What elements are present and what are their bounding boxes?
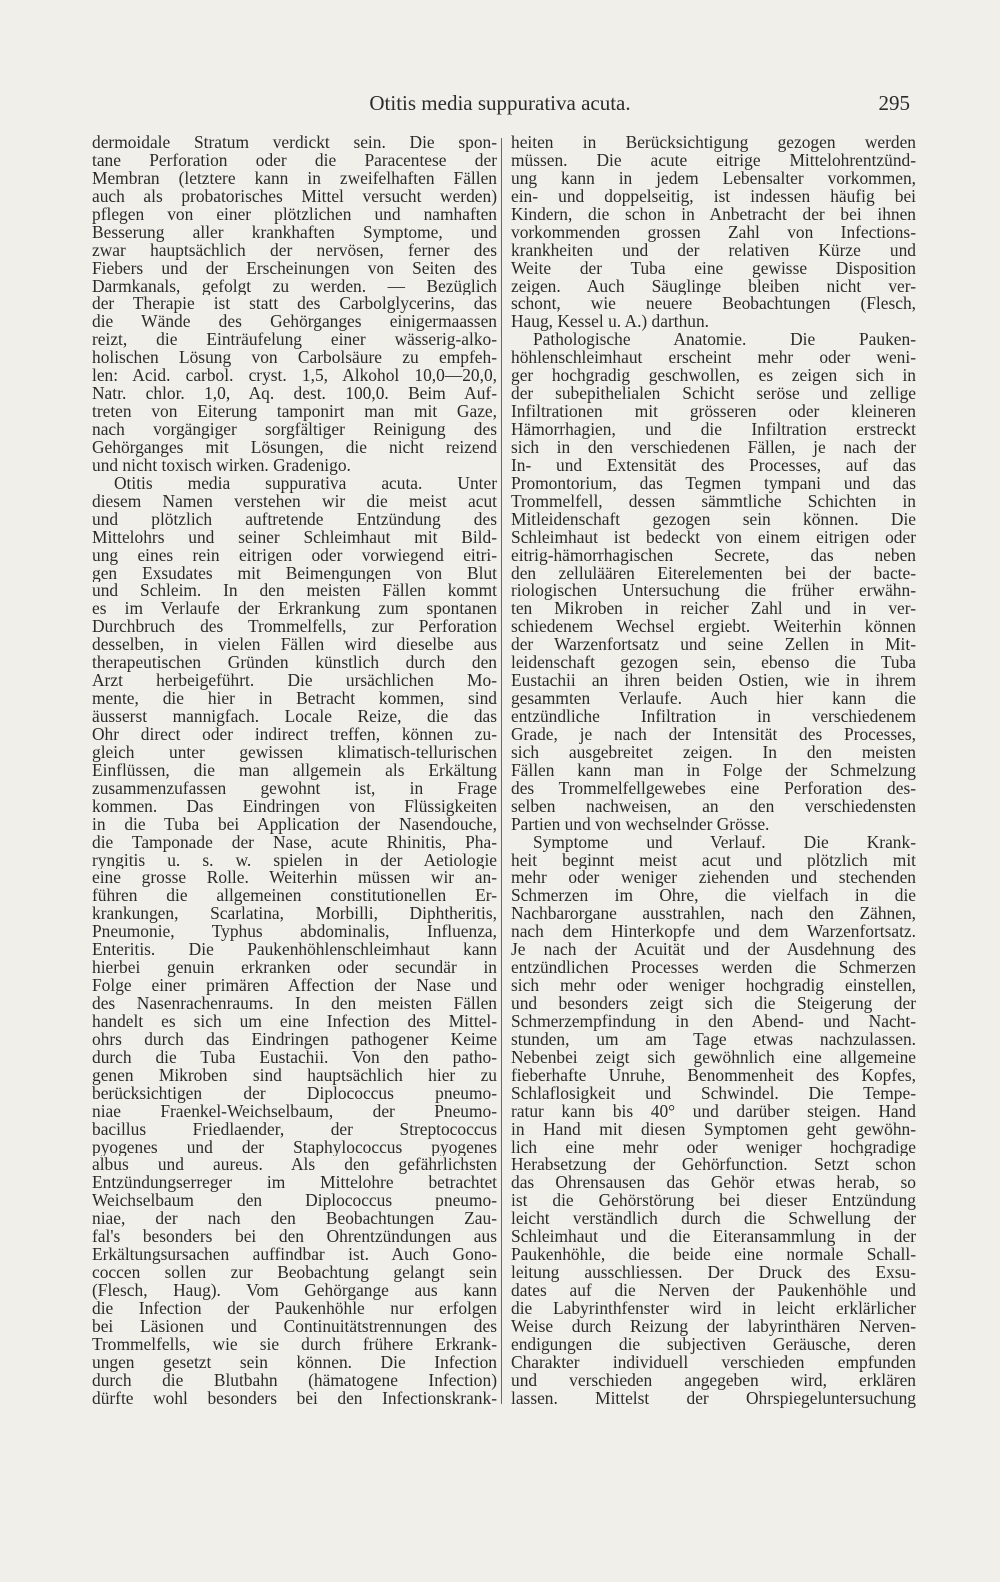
text-line: die Labyrinthfenster wird in leicht erklärlicher [511, 1299, 916, 1318]
text-line: Einflüssen, die man allgemein als Erkältung [92, 761, 497, 780]
text-line: Charakter individuell verschieden empfunden [511, 1353, 916, 1372]
text-line: Membran (letztere kann in zweifelhaften Fällen [92, 169, 497, 188]
text-line: zusammenzufassen gewohnt ist, in Frage [92, 779, 497, 798]
text-line: ein- und doppelseitig, ist indessen häufig bei [511, 187, 916, 206]
text-line: mehr oder weniger ziehenden und stechenden [511, 869, 916, 888]
text-line: Grade, je nach der Intensität des Processes, [511, 725, 916, 744]
text-line: Weise durch Reizung der labyrinthären Nerven- [511, 1317, 916, 1336]
text-line: durch die Tuba Eustachii. Von den patho- [92, 1048, 497, 1067]
text-line: (Flesch, Haug). Vom Gehörgange aus kann [92, 1282, 497, 1300]
text-line: len: Acid. carbol. cryst. 1,5, Alkohol 10,0—20,0, [92, 367, 497, 386]
text-line: tane Perforation oder die Paracentese der [92, 151, 497, 170]
text-line: selben nachweisen, an den verschiedensten [511, 797, 916, 816]
text-line: der Therapie ist statt des Carbolglycerins, das [92, 295, 497, 314]
text-line: Trommelfells, wie sie durch frühere Erkrank- [92, 1335, 497, 1354]
text-line: dates auf die Nerven der Paukenhöhle und [511, 1282, 916, 1300]
text-line: zwar hauptsächlich der nervösen, ferner des [92, 241, 497, 260]
text-line: leitung ausschliessen. Der Druck des Exsu- [511, 1264, 916, 1282]
text-line: Ohr direct oder indirect treffen, können zu- [92, 725, 497, 744]
text-line: Schmerzen im Ohre, die vielfach in die [511, 887, 916, 906]
text-line: Schlaflosigkeit und Schwindel. Die Tempe- [511, 1084, 916, 1103]
text-line: Promontorium, das Tegmen tympani und das [511, 474, 916, 493]
text-line: heiten in Berücksichtigung gezogen werden [511, 134, 916, 152]
text-line: entzündliche Infiltration in verschiedenem [511, 708, 916, 726]
text-line: den zelluläären Eiterelementen bei der bacte- [511, 564, 916, 583]
text-line: ratur kann bis 40° und darüber steigen. Hand [511, 1102, 916, 1121]
text-line: Darmkanals, gefolgt zu werden. — Bezüglich [92, 277, 497, 296]
right-column [511, 134, 916, 1408]
text-line: lich eine mehr oder weniger hochgradige [511, 1138, 916, 1157]
text-line: durch die Blutbahn (hämatogene Infection) [92, 1371, 497, 1390]
text-line: fal's besonders bei den Ohrentzündungen aus [92, 1228, 497, 1247]
text-line: ungen gesetzt sein können. Die Infection [92, 1353, 497, 1372]
text-line: ung eines rein eitrigen oder vorwiegend eitri- [92, 546, 497, 565]
text-line: Fällen kann man in Folge der Schmelzung [511, 761, 916, 780]
text-line: nach dem Hinterkopfe und dem Warzenfortsatz. [511, 923, 916, 942]
text-line: das Ohrensausen das Gehör etwas herab, so [511, 1174, 916, 1193]
text-line: Kindern, die schon in Anbetracht der bei ihnen [511, 205, 916, 224]
text-line: Gehörganges mit Lösungen, die nicht reizend [92, 438, 497, 457]
text-line: Trommelfell, dessen sämmtliche Schichten in [511, 492, 916, 511]
column-divider [501, 138, 502, 1404]
text-line: ten Mikroben in reicher Zahl und in ver- [511, 600, 916, 619]
text-line: sich ausgebreitet zeigen. In den meisten [511, 743, 916, 762]
text-line: treten von Eiterung tamponirt man mit Gaze, [92, 403, 497, 421]
text-line: coccen sollen zur Beobachtung gelangt sein [92, 1264, 497, 1282]
text-line: Mittelohrs und seiner Schleimhaut mit Bild- [92, 528, 497, 547]
text-line: Nachbarorgane ausstrahlen, nach den Zähnen, [511, 905, 916, 924]
text-line: In- und Extensität des Processes, auf das [511, 456, 916, 475]
text-line: krankungen, Scarlatina, Morbilli, Diphtheritis, [92, 905, 497, 924]
text-line: diesem Namen verstehen wir die meist acut [92, 492, 497, 511]
text-line: Weite der Tuba eine gewisse Disposition [511, 259, 916, 278]
text-line: Herabsetzung der Gehörfunction. Setzt schon [511, 1156, 916, 1175]
text-line: fieberhafte Unruhe, Benommenheit des Kopfes, [511, 1066, 916, 1085]
text-line: riologischen Untersuchung die früher erwähn- [511, 582, 916, 601]
text-line: gen Exsudates mit Beimengungen von Blut [92, 564, 497, 583]
text-line: handelt es sich um eine Infection des Mittel- [92, 1012, 497, 1031]
text-line: kommen. Das Eindringen von Flüssigkeiten [92, 797, 497, 816]
text-line: berücksichtigen der Diplococcus pneumo- [92, 1084, 497, 1103]
text-line: reizt, die Einträufelung einer wässerig-alko- [92, 331, 497, 350]
text-line: ger hochgradig geschwollen, es zeigen sich in [511, 367, 916, 386]
text-line: in Hand mit diesen Symptomen geht gewöhn- [511, 1120, 916, 1139]
text-line: und nicht toxisch wirken. Gradenigo. [92, 456, 351, 475]
text-line: eine grosse Rolle. Weiterhin müssen wir an- [92, 869, 497, 888]
text-line: ist die Gehörstörung bei dieser Entzündung [511, 1192, 916, 1211]
running-head [0, 88, 1000, 118]
running-title: Otitis media suppurativa acuta. [369, 91, 631, 115]
text-line: des Nasenrachenraums. In den meisten Fällen [92, 995, 497, 1013]
text-line: Mitleidenschaft gezogen sein können. Die [511, 510, 916, 529]
text-line: Partien und von wechselnder Grösse. [511, 815, 770, 834]
text-line: eitrig-hämorrhagischen Secrete, das neben [511, 546, 916, 565]
text-line: dürfte wohl besonders bei den Infectionskrank- [92, 1389, 497, 1408]
text-line: in die Tuba bei Application der Nasendouche, [92, 815, 497, 834]
text-line: Schleimhaut und die Eiteransammlung in der [511, 1228, 916, 1247]
text-line: gleich unter gewissen klimatisch-tellurischen [92, 743, 497, 762]
text-line: gesammten Verlaufe. Auch hier kann die [511, 690, 916, 708]
text-line: Schmerzempfindung in den Abend- und Nacht- [511, 1012, 916, 1031]
text-line: niae Fraenkel-Weichselbaum, der Pneumo- [92, 1102, 497, 1121]
text-line: genen Mikroben sind hauptsächlich hier zu [92, 1066, 497, 1085]
text-line: endigungen die subjectiven Geräusche, deren [511, 1335, 916, 1354]
text-line: pflegen von einer plötzlichen und namhaften [92, 205, 497, 224]
text-line: und besonders zeigt sich die Steigerung der [511, 995, 916, 1013]
text-line: die Wände des Gehörganges einigermaassen [92, 313, 497, 332]
text-line: pyogenes und der Staphylococcus pyogenes [92, 1138, 497, 1157]
text-line: vorkommenden grossen Zahl von Infections- [511, 223, 916, 242]
text-line: holischen Lösung von Carbolsäure zu empfeh- [92, 349, 497, 368]
text-line: dermoidale Stratum verdickt sein. Die spon- [92, 134, 497, 152]
text-line: Infiltrationen mit grösseren oder kleineren [511, 403, 916, 421]
text-line: albus und aureus. Als den gefährlichsten [92, 1156, 497, 1175]
text-line: ung kann in jedem Lebensalter vorkommen, [511, 169, 916, 188]
text-line: lassen. Mittelst der Ohrspiegeluntersuchung [511, 1389, 916, 1408]
text-line: therapeutischen Gründen künstlich durch den [92, 654, 497, 673]
text-line: mente, die hier in Betracht kommen, sind [92, 690, 497, 708]
text-line: und verschieden angegeben wird, erklären [511, 1371, 916, 1390]
text-line: auch als probatorisches Mittel versucht werden) [92, 187, 497, 206]
text-line: hierbei genuin erkranken oder secundär in [92, 959, 497, 978]
text-line: bei Läsionen und Continuitätstrennungen des [92, 1317, 497, 1336]
text-line: und plötzlich auftretende Entzündung des [92, 510, 497, 529]
text-line: es im Verlaufe der Erkrankung zum spontanen [92, 600, 497, 619]
text-line: des Trommelfellgewebes eine Perforation des- [511, 779, 916, 798]
text-line: leicht verständlich durch die Schwellung der [511, 1210, 916, 1229]
text-line: bacillus Friedlaender, der Streptococcus [92, 1120, 497, 1139]
text-line: Symptome und Verlauf. Die Krank- [533, 833, 916, 852]
text-line: ohrs durch das Eindringen pathogener Keime [92, 1030, 497, 1049]
text-line: heit beginnt meist acut und plötzlich mit [511, 851, 916, 870]
text-line: niae, der nach den Beobachtungen Zau- [92, 1210, 497, 1229]
text-line: Je nach der Acuität und der Ausdehnung des [511, 941, 916, 960]
text-line: schiedenem Wechsel ergiebt. Weiterhin können [511, 618, 916, 637]
text-line: ryngitis u. s. w. spielen in der Aetiologie [92, 851, 497, 870]
text-line: leidenschaft gezogen sein, ebenso die Tuba [511, 654, 916, 673]
text-line: Nebenbei zeigt sich gewöhnlich eine allgemeine [511, 1048, 916, 1067]
text-line: Paukenhöhle, die beide eine normale Schall- [511, 1246, 916, 1265]
text-line: nach vorgängiger sorgfältiger Reinigung des [92, 421, 497, 439]
text-line: führen die allgemeinen constitutionellen Er- [92, 887, 497, 906]
text-line: die Infection der Paukenhöhle nur erfolgen [92, 1299, 497, 1318]
text-line: der Warzenfortsatz und seine Zellen in Mit- [511, 636, 916, 655]
text-line: Erkältungsursachen auffindbar ist. Auch Gono- [92, 1246, 497, 1265]
text-line: schont, wie neuere Beobachtungen (Flesch, [511, 295, 916, 314]
text-line: Schleimhaut ist bedeckt von einem eitrigen oder [511, 528, 916, 547]
page-number: 295 [878, 91, 910, 115]
text-line: Folge einer primären Affection der Nase und [92, 977, 497, 995]
text-line: der subepithelialen Schicht seröse und zellige [511, 385, 916, 404]
text-line: Haug, Kessel u. A.) darthun. [511, 313, 710, 332]
text-line: sich mehr oder weniger hochgradig einstellen, [511, 977, 916, 995]
text-line: Eustachii an ihren beiden Ostien, wie in ihrem [511, 672, 916, 691]
text-line: Enteritis. Die Paukenhöhlenschleimhaut kann [92, 941, 497, 960]
text-line: die Tamponade der Nase, acute Rhinitis, Pha- [92, 833, 497, 852]
text-line: entzündlichen Processes werden die Schmerzen [511, 959, 916, 978]
text-line: sich in den verschiedenen Fällen, je nach der [511, 438, 916, 457]
text-line: Besserung aller krankhaften Symptome, und [92, 223, 497, 242]
text-line: äusserst mannigfach. Locale Reize, die das [92, 708, 497, 726]
text-line: Weichselbaum den Diplococcus pneumo- [92, 1192, 497, 1211]
text-line: krankheiten und der relativen Kürze und [511, 241, 916, 260]
text-line: Hämorrhagien, und die Infiltration erstreckt [511, 421, 916, 439]
text-line: Natr. chlor. 1,0, Aq. dest. 100,0. Beim Auf- [92, 385, 497, 404]
text-line: Arzt herbeigeführt. Die ursächlichen Mo- [92, 672, 497, 691]
text-line: Pneumonie, Typhus abdominalis, Influenza, [92, 923, 497, 942]
text-line: Fiebers und der Erscheinungen von Seiten des [92, 259, 497, 278]
text-line: zeigen. Auch Säuglinge bleiben nicht ver- [511, 277, 916, 296]
text-line: Entzündungserreger im Mittelohre betrachtet [92, 1174, 497, 1193]
text-line: desselben, in vielen Fällen wird dieselbe aus [92, 636, 497, 655]
text-line: Pathologische Anatomie. Die Pauken- [533, 331, 916, 350]
text-line: und Schleim. In den meisten Fällen kommt [92, 582, 497, 601]
left-column [92, 134, 497, 1408]
text-line: höhlenschleimhaut erscheint mehr oder weni- [511, 349, 916, 368]
text-line: Otitis media suppurativa acuta. Unter [114, 474, 497, 493]
text-line: stunden, um am Tage etwas nachzulassen. [511, 1030, 916, 1049]
text-line: müssen. Die acute eitrige Mittelohrentzünd- [511, 151, 916, 170]
text-line: Durchbruch des Trommelfells, zur Perforation [92, 618, 497, 637]
